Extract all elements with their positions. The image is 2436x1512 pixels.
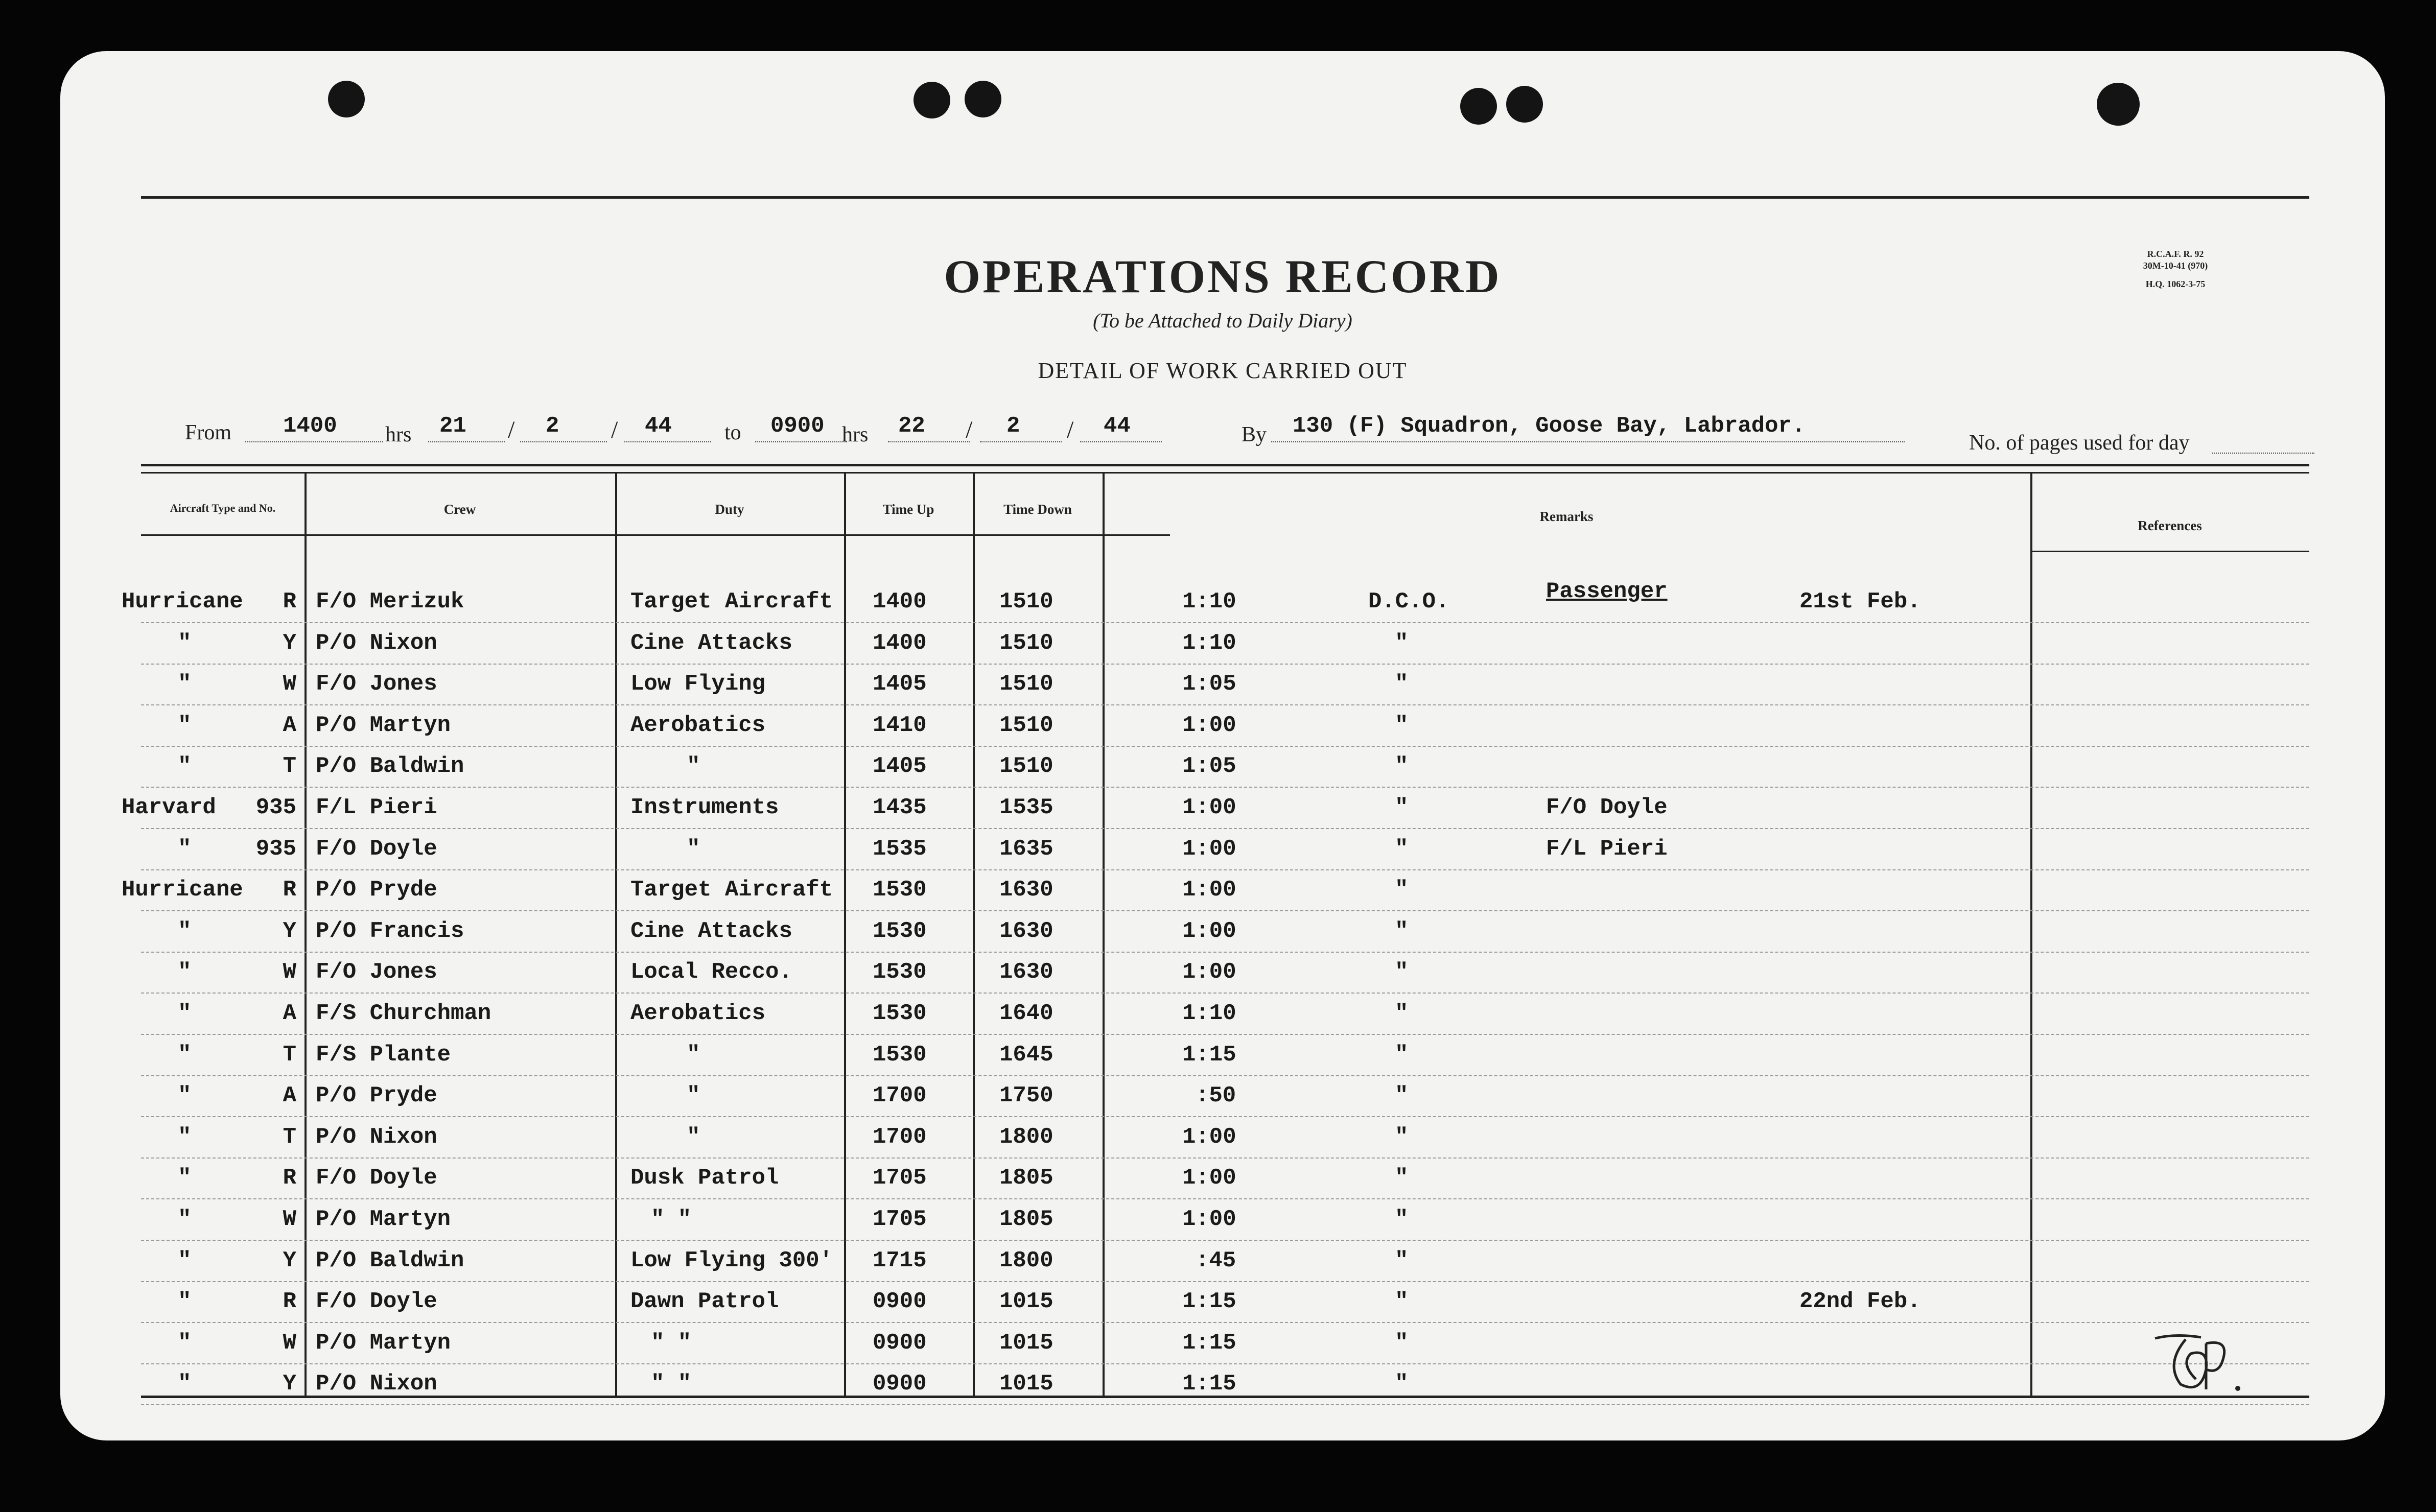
punch-hole xyxy=(1460,88,1497,125)
time-up: 1405 xyxy=(873,671,927,697)
time-down: 1630 xyxy=(999,918,1053,944)
time-down: 1015 xyxy=(999,1289,1053,1315)
time-up: 1530 xyxy=(873,959,927,985)
by-label: By xyxy=(1242,423,1267,446)
time-down: 1015 xyxy=(999,1371,1053,1397)
col-header-references: References xyxy=(2138,518,2202,533)
row-rule xyxy=(141,1157,2309,1159)
date-separator: / xyxy=(1067,416,1074,443)
remark-note: " xyxy=(1395,1083,1409,1109)
column-divider xyxy=(615,473,617,1398)
pages-label: No. of pages used for day xyxy=(1969,431,2190,455)
duty-text: Aerobatics xyxy=(630,1001,766,1026)
date-separator: / xyxy=(611,416,618,443)
time-down: 1805 xyxy=(999,1165,1053,1191)
time-down: 1800 xyxy=(999,1124,1053,1150)
time-up: 1535 xyxy=(873,836,927,862)
aircraft-type: Hurricane xyxy=(122,589,243,615)
aircraft-number: Y xyxy=(283,1371,296,1397)
duty-text: " " xyxy=(651,1207,692,1232)
aircraft-type: " xyxy=(178,1207,192,1232)
crew-name: F/O Merizuk xyxy=(316,589,464,615)
punch-hole xyxy=(1506,86,1543,123)
duty-text: Instruments xyxy=(630,795,779,820)
flight-duration: 1:00 xyxy=(1182,712,1236,738)
initials-signature xyxy=(2145,1328,2257,1400)
remark-note: " xyxy=(1395,795,1409,820)
field-line xyxy=(755,441,847,442)
time-up: 1410 xyxy=(873,712,927,738)
duty-text: Dusk Patrol xyxy=(630,1165,779,1191)
duty-text: Low Flying 300' xyxy=(630,1247,833,1273)
flight-duration: 1:00 xyxy=(1182,795,1236,820)
time-down: 1630 xyxy=(999,959,1053,985)
remark-date: 21st Feb. xyxy=(1799,589,1921,615)
flight-duration: 1:00 xyxy=(1182,836,1236,862)
flight-duration: 1:15 xyxy=(1182,1330,1236,1356)
duty-text: Low Flying xyxy=(630,671,766,697)
crew-name: P/O Nixon xyxy=(316,1371,437,1397)
row-rule xyxy=(141,993,2309,994)
crew-name: P/O Martyn xyxy=(316,1207,451,1232)
to-day: 22 xyxy=(898,413,925,439)
aircraft-type: " xyxy=(178,1001,192,1026)
remark-extra: Passenger xyxy=(1546,579,1668,604)
row-rule xyxy=(141,1322,2309,1323)
row-rule xyxy=(141,1198,2309,1199)
crew-name: F/O Jones xyxy=(316,959,437,985)
remark-note: " xyxy=(1395,630,1409,656)
crew-name: P/O Martyn xyxy=(316,1330,451,1356)
duty-text: Cine Attacks xyxy=(630,630,792,656)
aircraft-type: " xyxy=(178,712,192,738)
remark-note: " xyxy=(1395,712,1409,738)
aircraft-number: T xyxy=(283,1124,296,1150)
aircraft-type: " xyxy=(178,1083,192,1109)
crew-name: P/O Nixon xyxy=(316,630,437,656)
from-label: From xyxy=(185,421,232,444)
column-divider xyxy=(2030,473,2032,1398)
flight-duration: 1:05 xyxy=(1182,671,1236,697)
from-day: 21 xyxy=(439,413,466,439)
remark-note: " xyxy=(1395,1371,1409,1397)
aircraft-type: " xyxy=(178,1371,192,1397)
crew-name: F/O Doyle xyxy=(316,836,437,862)
duty-text: Target Aircraft xyxy=(630,877,833,903)
flight-duration: 1:15 xyxy=(1182,1042,1236,1068)
remark-extra: F/O Doyle xyxy=(1546,795,1668,820)
aircraft-number: W xyxy=(283,671,296,697)
time-down: 1535 xyxy=(999,795,1053,820)
remark-note: " xyxy=(1395,671,1409,697)
duty-text: Aerobatics xyxy=(630,712,766,738)
crew-name: P/O Nixon xyxy=(316,1124,437,1150)
field-line xyxy=(520,441,607,442)
remark-note: " xyxy=(1395,918,1409,944)
table-top-rule xyxy=(141,464,2309,466)
col-header-aircraft: Aircraft Type and No. xyxy=(170,502,276,514)
aircraft-number: Y xyxy=(283,918,296,944)
time-up: 1715 xyxy=(873,1247,927,1273)
time-down: 1750 xyxy=(999,1083,1053,1109)
row-rule xyxy=(141,1075,2309,1076)
col-header-time-up: Time Up xyxy=(882,502,934,517)
time-down: 1645 xyxy=(999,1042,1053,1068)
remark-note: " xyxy=(1395,1207,1409,1232)
crew-name: F/S Plante xyxy=(316,1042,451,1068)
form-ref-line: R.C.A.F. R. 92 xyxy=(2147,249,2204,259)
time-up: 1405 xyxy=(873,753,927,779)
hrs-label: hrs xyxy=(385,423,412,446)
flight-duration: 1:05 xyxy=(1182,753,1236,779)
crew-name: P/O Francis xyxy=(316,918,464,944)
aircraft-number: Y xyxy=(283,1247,296,1273)
date-separator: / xyxy=(966,416,973,443)
aircraft-number: A xyxy=(283,1083,296,1109)
aircraft-type: " xyxy=(178,1165,192,1191)
aircraft-type: " xyxy=(178,1124,192,1150)
aircraft-type: " xyxy=(178,753,192,779)
row-rule xyxy=(141,1240,2309,1241)
aircraft-number: R xyxy=(283,1165,296,1191)
row-rule xyxy=(141,1281,2309,1282)
flight-duration: 1:15 xyxy=(1182,1289,1236,1315)
form-reference xyxy=(2114,248,2237,290)
remark-note: " xyxy=(1395,1042,1409,1068)
time-up: 1530 xyxy=(873,1001,927,1026)
remark-note: " xyxy=(1395,959,1409,985)
flight-duration: 1:00 xyxy=(1182,1124,1236,1150)
duty-text: " " xyxy=(651,1330,692,1356)
flight-duration: 1:10 xyxy=(1182,630,1236,656)
duty-text: " xyxy=(687,1083,700,1109)
operations-record-card xyxy=(60,51,2385,1440)
punch-hole xyxy=(914,82,950,119)
remark-note: " xyxy=(1395,1165,1409,1191)
row-rule xyxy=(141,910,2309,911)
aircraft-type: " xyxy=(178,671,192,697)
aircraft-number: Y xyxy=(283,630,296,656)
time-up: 1400 xyxy=(873,630,927,656)
crew-name: P/O Baldwin xyxy=(316,1247,464,1273)
top-rule xyxy=(141,196,2309,199)
flight-duration: :50 xyxy=(1196,1083,1236,1109)
field-line xyxy=(428,441,505,442)
duty-text: Local Recco. xyxy=(630,959,792,985)
column-divider xyxy=(305,473,307,1398)
aircraft-number: 935 xyxy=(255,836,296,862)
aircraft-number: W xyxy=(283,959,296,985)
row-rule xyxy=(141,1404,2309,1405)
time-up: 1700 xyxy=(873,1083,927,1109)
col-header-duty: Duty xyxy=(715,502,744,517)
unit-name: 130 (F) Squadron, Goose Bay, Labrador. xyxy=(1293,413,1806,439)
time-up: 1435 xyxy=(873,795,927,820)
aircraft-type: Harvard xyxy=(122,795,216,820)
crew-name: P/O Pryde xyxy=(316,877,437,903)
time-down: 1510 xyxy=(999,589,1053,615)
duty-text: " xyxy=(687,1042,700,1068)
remark-note: " xyxy=(1395,1330,1409,1356)
remark-note: " xyxy=(1395,753,1409,779)
aircraft-type: " xyxy=(178,1042,192,1068)
aircraft-type: Hurricane xyxy=(122,877,243,903)
time-down: 1510 xyxy=(999,753,1053,779)
header-rule xyxy=(141,534,1170,536)
duty-text: Cine Attacks xyxy=(630,918,792,944)
row-rule xyxy=(141,746,2309,747)
col-header-crew: Crew xyxy=(443,502,476,517)
section-heading: DETAIL OF WORK CARRIED OUT xyxy=(1038,358,1408,383)
time-down: 1510 xyxy=(999,630,1053,656)
crew-name: P/O Martyn xyxy=(316,712,451,738)
from-year: 44 xyxy=(645,413,672,439)
crew-name: F/O Doyle xyxy=(316,1289,437,1315)
col-header-remarks: Remarks xyxy=(1539,509,1594,524)
time-up: 1530 xyxy=(873,877,927,903)
aircraft-type: " xyxy=(178,918,192,944)
remark-extra: F/L Pieri xyxy=(1546,836,1668,862)
remark-note: " xyxy=(1395,836,1409,862)
from-month: 2 xyxy=(546,413,559,439)
row-rule xyxy=(141,1116,2309,1117)
time-down: 1800 xyxy=(999,1247,1053,1273)
form-ref-line: 30M-10-41 (970) xyxy=(2143,260,2208,271)
field-line xyxy=(1080,441,1162,442)
field-line xyxy=(245,441,383,442)
time-up: 0900 xyxy=(873,1330,927,1356)
duty-text: " xyxy=(687,1124,700,1150)
row-rule xyxy=(141,622,2309,623)
time-down: 1635 xyxy=(999,836,1053,862)
time-up: 1530 xyxy=(873,1042,927,1068)
page-subtitle: (To be Attached to Daily Diary) xyxy=(1093,309,1352,332)
time-up: 1400 xyxy=(873,589,927,615)
aircraft-number: T xyxy=(283,753,296,779)
remark-note: D.C.O. xyxy=(1368,589,1449,615)
remark-note: " xyxy=(1395,1124,1409,1150)
flight-duration: 1:00 xyxy=(1182,918,1236,944)
time-down: 1510 xyxy=(999,671,1053,697)
duty-text: Dawn Patrol xyxy=(630,1289,779,1315)
aircraft-number: A xyxy=(283,712,296,738)
aircraft-number: W xyxy=(283,1330,296,1356)
flight-duration: :45 xyxy=(1196,1247,1236,1273)
column-divider xyxy=(1103,473,1105,1398)
punch-hole xyxy=(2097,83,2140,126)
col-header-time-down: Time Down xyxy=(1003,502,1072,517)
row-rule xyxy=(141,952,2309,953)
row-rule xyxy=(141,1363,2309,1364)
to-label: to xyxy=(724,421,741,444)
table-top-rule xyxy=(141,472,2309,474)
time-up: 1700 xyxy=(873,1124,927,1150)
from-time: 1400 xyxy=(283,413,337,439)
aircraft-number: A xyxy=(283,1001,296,1026)
time-down: 1510 xyxy=(999,712,1053,738)
row-rule xyxy=(141,1034,2309,1035)
row-rule xyxy=(141,704,2309,705)
field-line xyxy=(980,441,1062,442)
duty-text: " " xyxy=(651,1371,692,1397)
form-ref-line: H.Q. 1062-3-75 xyxy=(2145,279,2206,289)
remark-note: " xyxy=(1395,1247,1409,1273)
flight-duration: 1:00 xyxy=(1182,959,1236,985)
hrs-label: hrs xyxy=(842,423,869,446)
row-rule xyxy=(141,787,2309,788)
remark-date: 22nd Feb. xyxy=(1799,1289,1921,1315)
aircraft-number: W xyxy=(283,1207,296,1232)
remark-note: " xyxy=(1395,1289,1409,1315)
field-line xyxy=(2212,453,2314,454)
aircraft-number: 935 xyxy=(255,795,296,820)
aircraft-type: " xyxy=(178,1330,192,1356)
time-down: 1630 xyxy=(999,877,1053,903)
duty-text: " xyxy=(687,753,700,779)
punch-hole xyxy=(965,81,1001,117)
row-rule xyxy=(141,869,2309,870)
time-down: 1015 xyxy=(999,1330,1053,1356)
remark-note: " xyxy=(1395,877,1409,903)
aircraft-type: " xyxy=(178,630,192,656)
crew-name: P/O Baldwin xyxy=(316,753,464,779)
time-up: 0900 xyxy=(873,1371,927,1397)
crew-name: F/O Doyle xyxy=(316,1165,437,1191)
time-down: 1640 xyxy=(999,1001,1053,1026)
flight-duration: 1:00 xyxy=(1182,877,1236,903)
aircraft-type: " xyxy=(178,959,192,985)
time-up: 1705 xyxy=(873,1207,927,1232)
page-title: OPERATIONS RECORD xyxy=(944,250,1502,302)
aircraft-number: T xyxy=(283,1042,296,1068)
field-line xyxy=(1271,441,1905,442)
aircraft-type: " xyxy=(178,836,192,862)
crew-name: F/O Jones xyxy=(316,671,437,697)
crew-name: F/S Churchman xyxy=(316,1001,491,1026)
column-divider xyxy=(973,473,975,1398)
row-rule xyxy=(141,664,2309,665)
row-rule xyxy=(141,828,2309,829)
aircraft-number: R xyxy=(283,1289,296,1315)
to-month: 2 xyxy=(1006,413,1020,439)
aircraft-type: " xyxy=(178,1247,192,1273)
time-up: 1705 xyxy=(873,1165,927,1191)
aircraft-number: R xyxy=(283,589,296,615)
aircraft-type: " xyxy=(178,1289,192,1315)
to-year: 44 xyxy=(1104,413,1131,439)
punch-hole xyxy=(328,81,365,117)
flight-duration: 1:00 xyxy=(1182,1207,1236,1232)
flight-duration: 1:10 xyxy=(1182,1001,1236,1026)
time-up: 0900 xyxy=(873,1289,927,1315)
column-divider xyxy=(844,473,846,1398)
crew-name: F/L Pieri xyxy=(316,795,437,820)
time-down: 1805 xyxy=(999,1207,1053,1232)
aircraft-number: R xyxy=(283,877,296,903)
duty-text: Target Aircraft xyxy=(630,589,833,615)
time-up: 1530 xyxy=(873,918,927,944)
date-separator: / xyxy=(508,416,515,443)
field-line xyxy=(888,441,970,442)
to-time: 0900 xyxy=(770,413,825,439)
duty-text: " xyxy=(687,836,700,862)
crew-name: P/O Pryde xyxy=(316,1083,437,1109)
remark-note: " xyxy=(1395,1001,1409,1026)
header-rule xyxy=(2030,551,2309,552)
flight-duration: 1:15 xyxy=(1182,1371,1236,1397)
flight-duration: 1:00 xyxy=(1182,1165,1236,1191)
flight-duration: 1:10 xyxy=(1182,589,1236,615)
field-line xyxy=(624,441,711,442)
